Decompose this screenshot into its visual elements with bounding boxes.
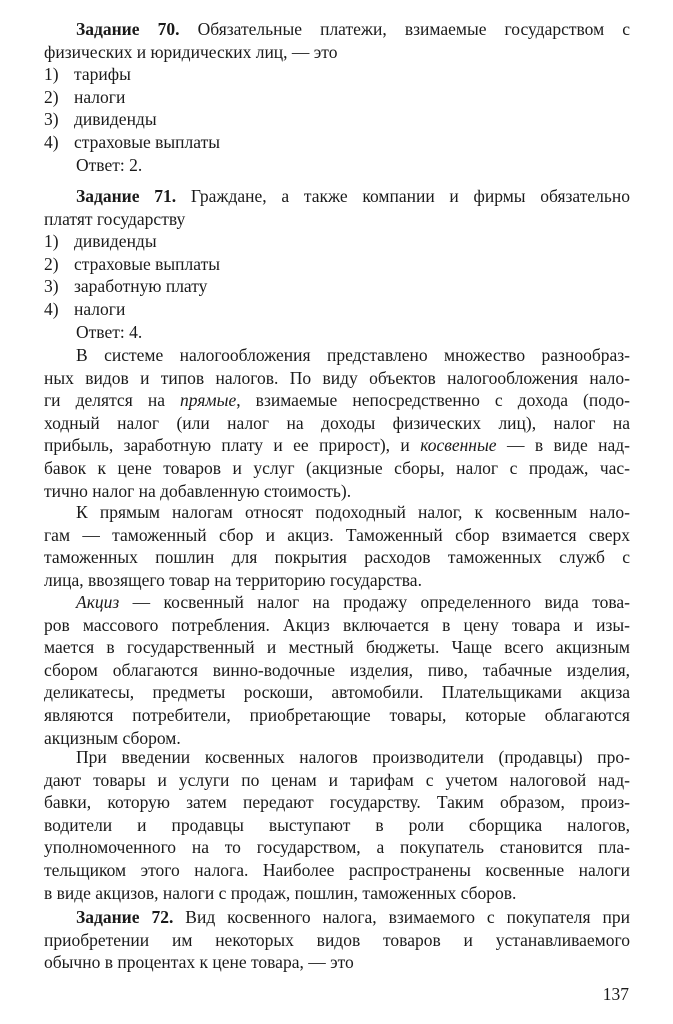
task-71-option-4: 4) налоги (44, 298, 126, 319)
term-excise: Акциз (76, 592, 120, 612)
task-71-question-line-2: платят государству (44, 208, 186, 229)
task-70-answer: Ответ: 2. (76, 154, 143, 175)
task-72 (44, 906, 630, 974)
page-number: 137 (602, 984, 629, 1004)
term-indirect: косвенные (420, 435, 497, 456)
task-70-option-1: 1) тарифы (44, 64, 131, 85)
term-direct: прямые (180, 390, 237, 411)
task-72-label: Задание 72. (76, 907, 174, 927)
task-72-question-line-2: приобретении им некоторых видов товаров и устанавливаемого (44, 929, 630, 950)
task-71-answer: Ответ: 4. (76, 321, 143, 342)
paragraph-tax-system: В системе налогообложения представлено множество разнообраз- ных видов и типов налогов. По виду объектов налогообложения нало- ги делятся на прямые, взимаемые непосредственно с дохода (подо- ходный налог (или налог на доходы физических лиц), налог на прибыль, заработную плату и ее прирост), и косвенные — в виде над- бавок к цене товаров и услуг (акцизные сборы, налог с продаж, час- тично налог на добавленную стоимость). (44, 345, 630, 501)
task-70-question-line-1: Задание 70. Обязательные платежи, взимаемые государством с (76, 19, 630, 39)
paragraph-excise: Акциз — косвенный налог на продажу определенного вида това- ров массового потребления. Акциз включается в цену товара и изы- мается в государственный и местный бюджеты. Чаще всего акцизным сбором облагаются винно-водочные изделия, пиво, табачные изделия, деликатесы, предметы роскоши, автомобили. Плательщиками акциза являются потребители, приобретающие товары, которые облагаются акцизным сбором. (44, 592, 630, 748)
task-71 (44, 185, 630, 343)
task-72-question-line-3: обычно в процентах к цене товара, — это (44, 952, 354, 973)
task-70-option-3: 3) дивиденды (44, 109, 157, 130)
task-71-option-1: 1) дивиденды (44, 231, 157, 252)
task-70 (44, 18, 630, 176)
task-71-option-3: 3) заработную плату (44, 276, 208, 297)
paragraph-direct-indirect: К прямым налогам относят подоходный налог, к косвенным нало- гам — таможенный сбор и акциз. Таможенный сбор взимается сверх таможенных пошлин для покрытия расходов таможенных служб с лица, ввозящего товар на территорию государства. (44, 502, 630, 590)
task-70-option-2: 2) налоги (44, 86, 126, 107)
task-70-question-line-2: физических и юридических лиц, — это (44, 41, 338, 62)
task-72-question-line-1: Задание 72. Вид косвенного налога, взимаемого с покупателя при (76, 907, 630, 927)
task-71-option-2: 2) страховые выплаты (44, 253, 220, 274)
task-71-question-line-1: Задание 71. Граждане, а также компании и фирмы обязательно (76, 186, 630, 206)
task-71-label: Задание 71. (76, 186, 177, 206)
task-70-option-4: 4) страховые выплаты (44, 131, 220, 152)
paragraph-producers: При введении косвенных налогов производители (продавцы) про- дают товары и услуги по ценам и тарифам с учетом налоговой над- бавки, которую затем передают государству. Таким образом, произ- водители и продавцы выступают в роли сборщика налогов, уполномоченного на то государством, а покупатель становится пла- тельщиком этого налога. Наиболее распространены косвенные налоги в виде акцизов, налоги с продаж, пошлин, таможенных сборов. (44, 747, 630, 903)
task-70-label: Задание 70. (76, 19, 180, 39)
